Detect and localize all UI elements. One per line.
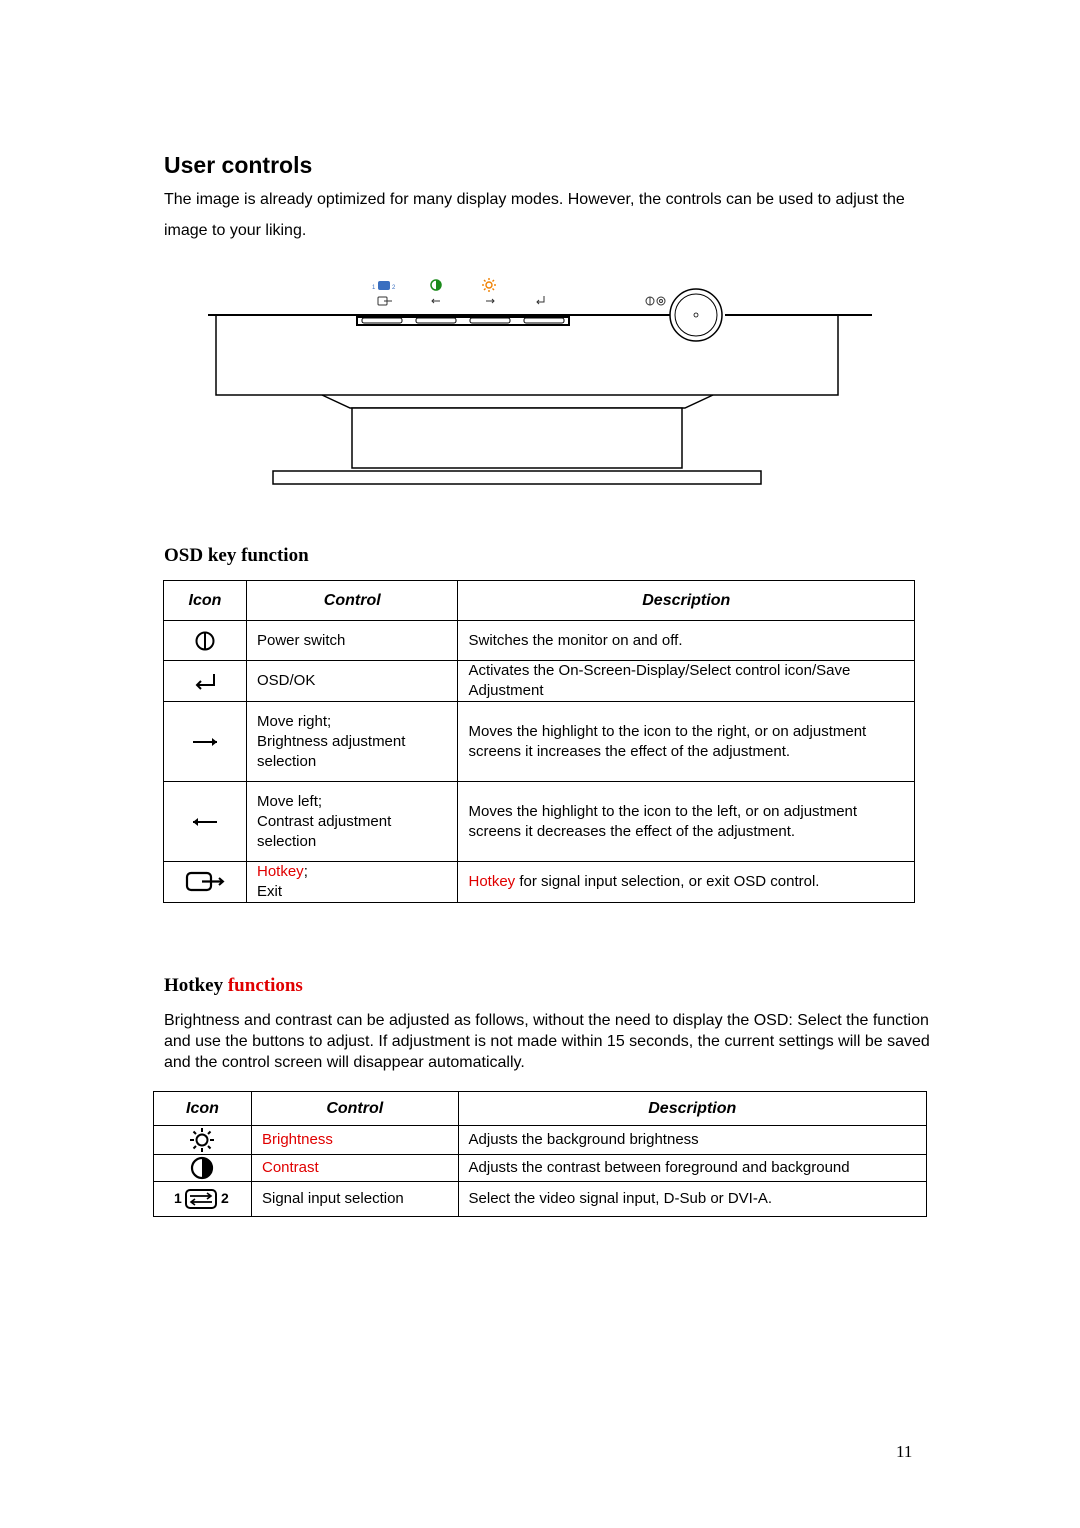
control-cell: Brightness	[252, 1126, 459, 1155]
svg-text:1: 1	[372, 285, 376, 291]
arrow-left-icon	[164, 782, 247, 862]
description-cell: Switches the monitor on and off.	[458, 621, 915, 661]
osd-key-function-heading: OSD key function	[164, 545, 309, 566]
control-cell: OSD/OK	[247, 661, 458, 702]
osd-key-table	[163, 580, 915, 903]
brightness-icon	[154, 1126, 252, 1155]
brightness-small-icon	[482, 278, 496, 292]
description-cell: Hotkey for signal input selection, or exit OSD control.	[458, 862, 915, 903]
header-icon: Icon	[154, 1092, 252, 1126]
description-cell: Select the video signal input, D-Sub or DVI-A.	[458, 1182, 926, 1217]
table-row	[164, 661, 915, 702]
description-cell: Moves the highlight to the icon to the right, or on adjustment screens it increases the effect of the adjustment.	[458, 702, 915, 782]
header-control: Control	[252, 1092, 459, 1126]
contrast-small-icon	[431, 280, 441, 290]
control-cell: Move left; Contrast adjustment selection	[247, 782, 458, 862]
input-select-small-icon	[372, 281, 396, 291]
page-title: User controls	[164, 152, 313, 178]
header-description: Description	[458, 1092, 926, 1126]
hotkey-functions-heading: Hotkey functions	[164, 975, 303, 996]
control-cell: Contrast	[252, 1155, 459, 1182]
description-cell: Activates the On-Screen-Display/Select control icon/Save Adjustment	[458, 661, 915, 702]
header-icon: Icon	[164, 581, 247, 621]
description-cell: Adjusts the background brightness	[458, 1126, 926, 1155]
table-row	[164, 702, 915, 782]
header-control: Control	[247, 581, 458, 621]
power-led-icons	[646, 297, 665, 305]
control-cell: Power switch	[247, 621, 458, 661]
table-row	[164, 782, 915, 862]
monitor-front-illustration	[200, 270, 880, 490]
svg-text:2: 2	[392, 285, 396, 291]
hotkey-paragraph: Brightness and contrast can be adjusted as follows, without the need to display the OSD: Select the function and use the buttons to adjust. If adjustment is not made within 15 seconds, the current settings will be saved and the control screen will disappear automatically.	[164, 1012, 930, 1071]
enter-icon	[164, 661, 247, 702]
control-cell: Signal input selection	[252, 1182, 459, 1217]
table-header-row	[164, 581, 915, 621]
header-description: Description	[458, 581, 915, 621]
control-cell: Move right; Brightness adjustment selection	[247, 702, 458, 782]
description-cell: Moves the highlight to the icon to the left, or on adjustment screens it decreases the effect of the adjustment.	[458, 782, 915, 862]
exit-icon	[164, 862, 247, 903]
table-header-row	[154, 1092, 927, 1126]
contrast-icon	[154, 1155, 252, 1182]
svg-text:1: 1	[174, 1190, 182, 1206]
hotkey-table	[153, 1091, 927, 1217]
power-icon	[164, 621, 247, 661]
description-cell: Adjusts the contrast between foreground and background	[458, 1155, 926, 1182]
input-select-icon	[154, 1182, 252, 1217]
table-row	[164, 862, 915, 903]
arrow-right-icon	[164, 702, 247, 782]
table-row	[154, 1126, 927, 1155]
intro-text: The image is already optimized for many display modes. However, the controls can be used to adjust the image to your liking.	[164, 191, 905, 239]
table-row	[164, 621, 915, 661]
table-row	[154, 1182, 927, 1217]
svg-text:2: 2	[221, 1190, 229, 1206]
table-row	[154, 1155, 927, 1182]
page-number: 11	[896, 1442, 913, 1461]
control-cell: Hotkey; Exit	[247, 862, 458, 903]
